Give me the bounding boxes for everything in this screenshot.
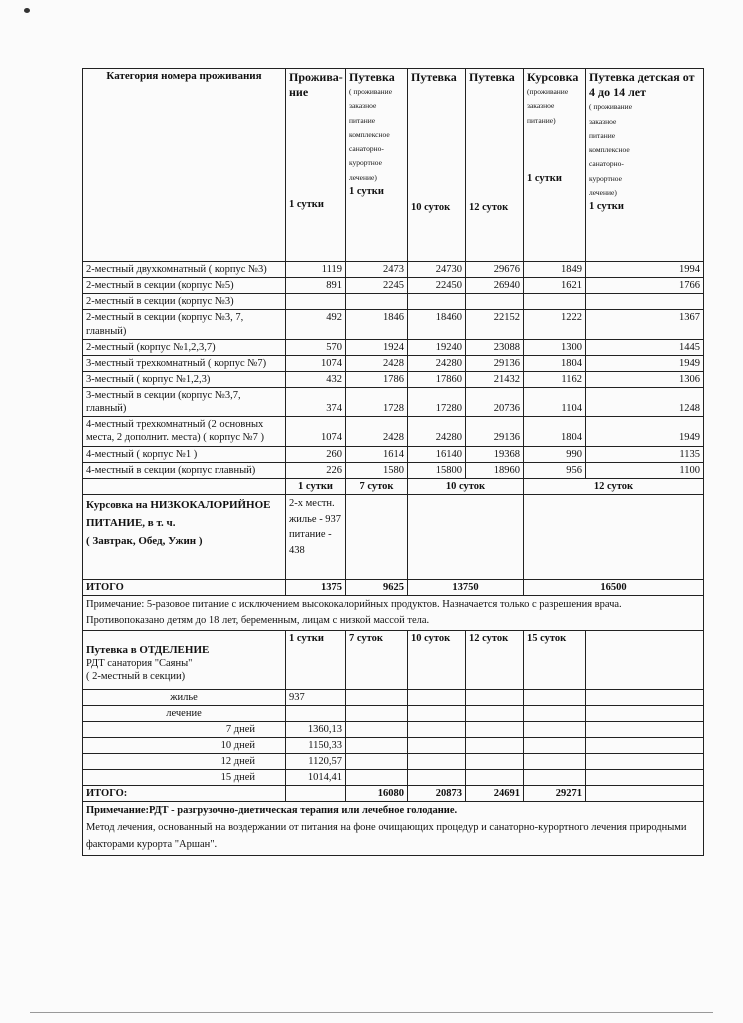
putevka12-header: Путевка 12 суток xyxy=(466,69,524,262)
cell-value: 1100 xyxy=(586,462,704,478)
cell-value: 26940 xyxy=(466,278,524,294)
rdt-value: 1120,57 xyxy=(286,754,346,770)
rdt-title: Путевка в ОТДЕЛЕНИЕ РДТ санатория "Саяны" ( 2-местный в секции) xyxy=(83,630,286,689)
room-name: 3-местный трехкомнатный ( корпус №7) xyxy=(83,355,286,371)
table-row xyxy=(83,770,704,786)
note-row xyxy=(83,596,704,631)
table-row xyxy=(83,310,704,339)
cell-value: 24280 xyxy=(408,417,466,446)
cell-value: 1949 xyxy=(586,355,704,371)
price-table xyxy=(82,68,704,856)
table-row xyxy=(83,371,704,387)
itogo-label: ИТОГО xyxy=(83,579,286,595)
cell-value: 1994 xyxy=(586,262,704,278)
unit-label: 1 сутки xyxy=(286,478,346,494)
cell-value: 18960 xyxy=(466,462,524,478)
cell-value: 15800 xyxy=(408,462,466,478)
cell-value: 23088 xyxy=(466,339,524,355)
cell-value: 374 xyxy=(286,388,346,417)
cell-value: 2428 xyxy=(346,355,408,371)
cell-value: 16140 xyxy=(408,446,466,462)
cell-value: 19240 xyxy=(408,339,466,355)
cell-value: 29676 xyxy=(466,262,524,278)
itogo-value: 1375 xyxy=(286,579,346,595)
cell-value: 18460 xyxy=(408,310,466,339)
category-header: Категория номера проживания xyxy=(83,69,286,262)
table-row xyxy=(83,278,704,294)
room-name: 3-местный ( корпус №1,2,3) xyxy=(83,371,286,387)
rdt-value xyxy=(286,705,346,721)
cell-value: 22450 xyxy=(408,278,466,294)
table-row xyxy=(83,737,704,753)
room-name: 2-местный двухкомнатный ( корпус №3) xyxy=(83,262,286,278)
unit-label: 7 суток xyxy=(346,630,408,689)
rdt-label: 7 дней xyxy=(83,721,286,737)
cell-value: 1846 xyxy=(346,310,408,339)
rdt-value: 1150,33 xyxy=(286,737,346,753)
table-row xyxy=(83,689,704,705)
kursovka-title: Курсовка на НИЗКОКАЛОРИЙНОЕ ПИТАНИЕ, в т. ч. ( Завтрак, Обед, Ужин ) xyxy=(83,494,286,579)
note-text: Примечание:РДТ - разгрузочно-диетическая терапия или лечебное голодание. Метод лечения, основанный на воздержании от питания на фоне очищающих процедур и санаторно-курортного лечения природными факторами курорта "Аршан". xyxy=(83,802,704,855)
rdt-label: жилье xyxy=(83,689,286,705)
cell-value: 2245 xyxy=(346,278,408,294)
cell-value: 956 xyxy=(524,462,586,478)
cell-value: 2473 xyxy=(346,262,408,278)
cell-value: 19368 xyxy=(466,446,524,462)
cell-value: 1621 xyxy=(524,278,586,294)
cell-value: 1766 xyxy=(586,278,704,294)
cell-value: 226 xyxy=(286,462,346,478)
cell-value: 1786 xyxy=(346,371,408,387)
table-row xyxy=(83,705,704,721)
cell-value: 1804 xyxy=(524,355,586,371)
unit-label: 7 суток xyxy=(346,478,408,494)
table-row xyxy=(83,294,704,310)
cell-value: 1924 xyxy=(346,339,408,355)
room-name: 3-местный в секции (корпус №3,7, главный) xyxy=(83,388,286,417)
cell-value: 1949 xyxy=(586,417,704,446)
room-name: 4-местный ( корпус №1 ) xyxy=(83,446,286,462)
cell-value: 29136 xyxy=(466,417,524,446)
page-edge-line xyxy=(30,1012,713,1013)
cell-value: 1614 xyxy=(346,446,408,462)
cell-value: 20736 xyxy=(466,388,524,417)
table-row xyxy=(83,417,704,446)
cell-value: 22152 xyxy=(466,310,524,339)
cell-value: 1104 xyxy=(524,388,586,417)
cell-value: 990 xyxy=(524,446,586,462)
unit-label: 12 суток xyxy=(466,630,524,689)
itogo-value: 9625 xyxy=(346,579,408,595)
cell-value xyxy=(586,294,704,310)
itogo-value: 20873 xyxy=(408,786,466,802)
unit-label: 15 суток xyxy=(524,630,586,689)
table-row xyxy=(83,446,704,462)
itogo-value: 13750 xyxy=(408,579,524,595)
kursovka-row xyxy=(83,494,704,579)
cell-value: 1445 xyxy=(586,339,704,355)
cell-value: 260 xyxy=(286,446,346,462)
cell-value: 24280 xyxy=(408,355,466,371)
room-name: 2-местный в секции (корпус №3, 7, главный) xyxy=(83,310,286,339)
living-header: Прожива-ние 1 сутки xyxy=(286,69,346,262)
unit-label: 12 суток xyxy=(524,478,704,494)
table-row xyxy=(83,388,704,417)
cell-value xyxy=(524,294,586,310)
cell-value: 1367 xyxy=(586,310,704,339)
table-row xyxy=(83,462,704,478)
itogo-row xyxy=(83,786,704,802)
cell-value: 1162 xyxy=(524,371,586,387)
room-name: 4-местный трехкомнатный (2 основных места, 2 дополнит. места) ( корпус №7 ) xyxy=(83,417,286,446)
cell-value: 1074 xyxy=(286,355,346,371)
cell-value xyxy=(466,294,524,310)
itogo-value: 24691 xyxy=(466,786,524,802)
scan-dot xyxy=(24,8,30,13)
cell-value: 1119 xyxy=(286,262,346,278)
rdt-label: 12 дней xyxy=(83,754,286,770)
rdt-value: 937 xyxy=(286,689,346,705)
cell-value: 432 xyxy=(286,371,346,387)
cell-value: 1804 xyxy=(524,417,586,446)
room-name: 2-местный в секции (корпус №3) xyxy=(83,294,286,310)
cell-value: 1074 xyxy=(286,417,346,446)
kursovka-header: Курсовка (проживание заказное питание) 1 сутки xyxy=(524,69,586,262)
room-name: 2-местный в секции (корпус №5) xyxy=(83,278,286,294)
cell-value xyxy=(346,294,408,310)
cell-value xyxy=(408,294,466,310)
child-header: Путевка детская от 4 до 14 лет ( проживание заказное питание комплексное санаторно- курортное лечение) 1 сутки xyxy=(586,69,704,262)
itogo-value: 16080 xyxy=(346,786,408,802)
table-row xyxy=(83,262,704,278)
unit-label: 10 суток xyxy=(408,630,466,689)
table-row xyxy=(83,355,704,371)
cell-value: 17280 xyxy=(408,388,466,417)
note-text: Примечание: 5-разовое питание с исключением высококалорийных продуктов. Назначается только с разрешения врача. Противопоказано детям до 18 лет, беременным, лицам с низкой массой тела. xyxy=(83,596,704,631)
cell-value: 1306 xyxy=(586,371,704,387)
cell-value: 1849 xyxy=(524,262,586,278)
cell-value: 891 xyxy=(286,278,346,294)
cell-value: 1248 xyxy=(586,388,704,417)
cell-value: 570 xyxy=(286,339,346,355)
itogo-row xyxy=(83,579,704,595)
unit-label: 10 суток xyxy=(408,478,524,494)
cell-value: 29136 xyxy=(466,355,524,371)
note-row xyxy=(83,802,704,855)
cell-value: 21432 xyxy=(466,371,524,387)
table-row xyxy=(83,754,704,770)
rdt-header-row xyxy=(83,630,704,689)
cell-value: 2428 xyxy=(346,417,408,446)
putevka10-header: Путевка 10 суток xyxy=(408,69,466,262)
cell-value: 492 xyxy=(286,310,346,339)
kursovka-units-row xyxy=(83,478,704,494)
cell-value: 17860 xyxy=(408,371,466,387)
cell-value: 1300 xyxy=(524,339,586,355)
table-row xyxy=(83,721,704,737)
itogo-label: ИТОГО: xyxy=(83,786,286,802)
table-row xyxy=(83,339,704,355)
itogo-value: 16500 xyxy=(524,579,704,595)
rdt-label: лечение xyxy=(83,705,286,721)
rdt-value: 1014,41 xyxy=(286,770,346,786)
cell-value: 1728 xyxy=(346,388,408,417)
cell-value: 24730 xyxy=(408,262,466,278)
rdt-value: 1360,13 xyxy=(286,721,346,737)
kursovka-detail: 2-х местн. жилье - 937 питание - 438 xyxy=(286,494,346,579)
header-row xyxy=(83,69,704,262)
unit-label: 1 сутки xyxy=(286,630,346,689)
cell-value: 1135 xyxy=(586,446,704,462)
putevka-header: Путевка ( проживание заказное питание комплексное санаторно- курортное лечение) 1 сутки xyxy=(346,69,408,262)
cell-value xyxy=(286,294,346,310)
cell-value: 1222 xyxy=(524,310,586,339)
room-name: 4-местный в секции (корпус главный) xyxy=(83,462,286,478)
rdt-label: 15 дней xyxy=(83,770,286,786)
room-name: 2-местный (корпус №1,2,3,7) xyxy=(83,339,286,355)
rdt-label: 10 дней xyxy=(83,737,286,753)
itogo-value: 29271 xyxy=(524,786,586,802)
cell-value: 1580 xyxy=(346,462,408,478)
